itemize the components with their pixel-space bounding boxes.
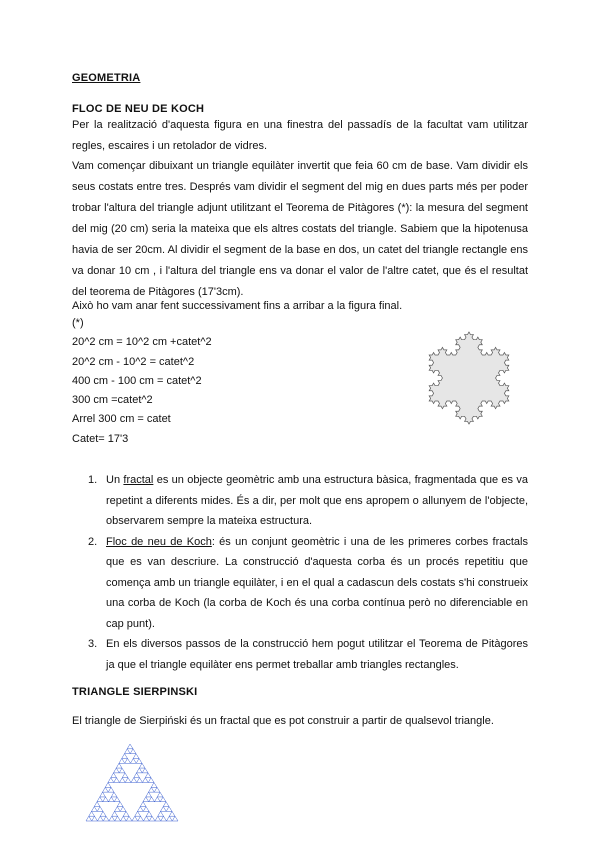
koch-section-title: FLOC DE NEU DE KOCH [72,103,205,115]
sierpinski-cell [125,749,131,754]
page-title: GEOMETRIA [72,72,141,84]
sierpinski-cell [145,773,151,778]
sierpinski-cell [103,816,109,821]
sierpinski-cell [167,816,173,821]
sierpinski-cell [86,816,92,821]
sierpinski-cell [143,807,149,812]
list-number: 2. [88,535,98,548]
sierpinski-cell [148,778,154,783]
definitions-list [72,470,528,675]
sierpinski-cell [117,802,123,807]
list-number: 1. [88,474,98,486]
sierpinski-cell [112,811,118,816]
sierpinski-cell [103,787,109,792]
list-text-post: es un objecte geomètric amb una estructura bàsica, fragmentada que es va repetint a diferents mides. És a dir, per molt que ens apropem o allunyem de l'objecte, observarem sempre la mateixa estructura. [106,474,528,527]
koch-intro-paragraph: Per la realització d'aquesta figura en una finestra del passadís de la facultat vam utilitzar regles, escaires i un retolador de vidres. [72,119,528,152]
sierpinski-cell [100,792,106,797]
calc-line: 20^2 cm - 10^2 = catet^2 [72,356,195,368]
sierpinski-cell [109,816,115,821]
sierpinski-triangle-figure [82,742,182,824]
sierpinski-cell [121,816,127,821]
koch-term-link[interactable]: Floc de neu de Koch [106,535,212,548]
sierpinski-cell [100,811,106,816]
sierpinski-cell [166,807,172,812]
calc-line: 400 cm - 100 cm = catet^2 [72,375,202,387]
sierpinski-cell [161,816,167,821]
sierpinski-cell [133,754,139,759]
sierpinski-cell [111,792,117,797]
sierpinski-cell [138,816,144,821]
sierpinski-cell [126,816,132,821]
sierpinski-cell [127,744,133,749]
sierpinski-cell [158,811,164,816]
sierpinski-cell [149,797,155,802]
sierpinski-cell [103,797,109,802]
list-text-pre: Un [106,474,124,486]
sierpinski-cell [131,778,137,783]
sierpinski-cell [137,768,143,773]
list-number: 3. [88,638,98,650]
list-item [72,470,528,532]
sierpinski-cell [169,811,175,816]
calc-line: Arrel 300 cm = catet [72,413,171,425]
sierpinski-cell [92,807,98,812]
sierpinski-cell [94,802,100,807]
fractal-term-link[interactable]: fractal [123,474,154,486]
sierpinski-cell [131,758,137,763]
sierpinski-cell [115,807,121,812]
sierpinski-cell [108,787,114,792]
sierpinski-cell [120,807,126,812]
sierpinski-cell [116,763,122,768]
sierpinski-cell [125,778,131,783]
sierpinski-cell [109,797,115,802]
list-item [72,634,528,675]
sierpinski-cell [149,816,155,821]
sierpinski-cell [114,797,120,802]
sierpinski-cell [136,758,142,763]
sierpinski-cell [144,816,150,821]
calc-line: 300 cm =catet^2 [72,394,153,406]
sierpinski-cell [120,778,126,783]
calc-line: Catet= 17'3 [72,433,129,445]
sierpinski-cell [119,768,125,773]
sierpinski-cell [125,758,131,763]
sierpinski-cell [134,773,140,778]
sierpinski-cell [122,754,128,759]
sierpinski-cell [114,778,120,783]
sierpinski-cell [160,797,166,802]
list-item [72,532,528,635]
sierpinski-cell [89,811,95,816]
sierpinski-cell [92,816,98,821]
sierpinski-section-title: TRIANGLE SIERPINSKI [72,686,198,698]
sierpinski-cell [140,802,146,807]
koch-outline [429,332,509,424]
sierpinski-cell [119,758,125,763]
sierpinski-cell [130,749,136,754]
sierpinski-cell [114,768,120,773]
koch-snowflake-figure [414,322,524,432]
sierpinski-cell [146,811,152,816]
calc-line: (*) [72,317,84,329]
sierpinski-cell [135,811,141,816]
sierpinski-cell [149,787,155,792]
list-text: En els diversos passos de la construcció hem pogut utilitzar el Teorema de Pitàgores ja que el triangle equilàter ens permet treballar amb triangles rectangles. [106,638,528,671]
sierpinski-cell [151,783,157,788]
sierpinski-paragraph: El triangle de Sierpiński és un fractal que es pot construir a partir de qualsevol triangle. [72,715,494,727]
sierpinski-cell [143,797,149,802]
koch-method-paragraph: Vam començar dibuixant un triangle equilàter invertit que feia 60 cm de base. Vam dividir els seus costats entre tres. Després vam dividir el segment del mig en dues parts més per poder trobar l'altura del triangle adjunt utilitzant el Teorema de Pitàgores (*): la mesura del segment del mig (20 cm) seria la mateixa que els altres costats del triangle. Sabiem que la hipotenusa havia de ser 20cm. Al dividir el segment de la base en dos, un catet del triangle rectangle ens va donar 10 cm , i l'altura del triangle ens va donar el valor de l'altre catet, que és el resultat del teorema de Pitàgores (17'3cm). [72,160,528,298]
sierpinski-cell [111,773,117,778]
sierpinski-cell [143,778,149,783]
sierpinski-cell [155,816,161,821]
sierpinski-cell [155,797,161,802]
sierpinski-cell [139,763,145,768]
sierpinski-cell [97,797,103,802]
sierpinski-cell [161,807,167,812]
koch-final-paragraph: Això ho vam anar fent successivament fins a arribar a la figura final. [72,300,403,312]
sierpinski-cell [98,816,104,821]
sierpinski-cell [97,807,103,812]
sierpinski-cell [115,816,121,821]
sierpinski-cell [105,783,111,788]
sierpinski-cell [172,816,178,821]
list-text-post: : és un conjunt geomètric i una de les primeres corbes fractals que es van descriure. La construcció d'aquesta corba és un procés repetitiu que comença amb un triangle equilàter, i en el qual a cadascun dels costats s'hi construeix una corba de Koch (la corba de Koch és una corba contínua però no diferenciable en cap punt). [106,535,528,630]
sierpinski-cell [137,778,143,783]
sierpinski-cell [122,773,128,778]
sierpinski-cell [154,787,160,792]
sierpinski-cell [146,792,152,797]
sierpinski-cell [163,802,169,807]
sierpinski-cell [132,816,138,821]
sierpinski-cell [123,811,129,816]
sierpinski-cell [138,807,144,812]
calc-line: 20^2 cm = 10^2 cm +catet^2 [72,336,212,348]
sierpinski-cell [142,768,148,773]
sierpinski-cell [157,792,163,797]
sierpinski-cell [108,778,114,783]
